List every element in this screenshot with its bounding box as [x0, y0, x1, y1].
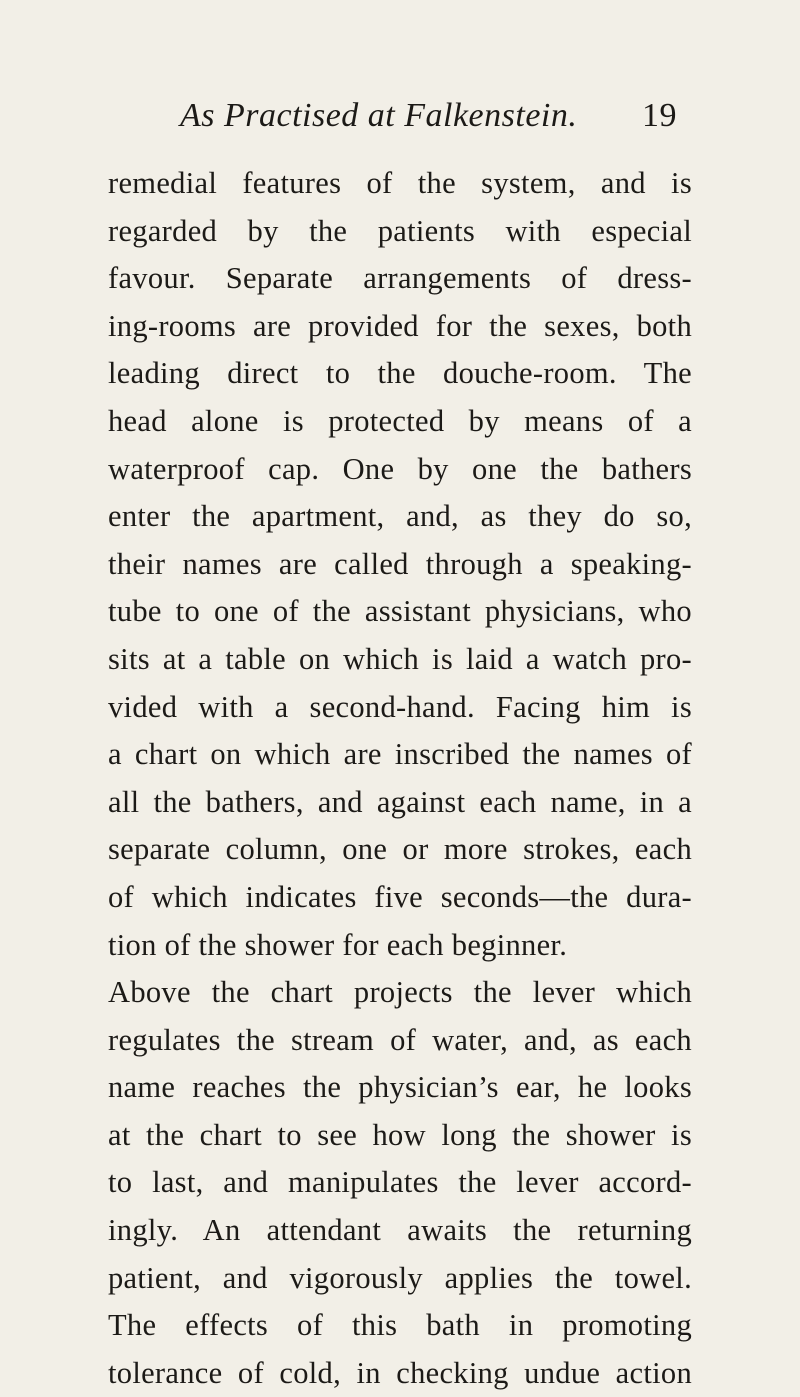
text-line: their names are called through a speaking- — [108, 546, 692, 581]
text-line: ing-rooms are provided for the sexes, both — [108, 308, 692, 343]
text-line: of which indicates five seconds—the dura- — [108, 879, 692, 914]
text-line: ingly. An attendant awaits the returning — [108, 1213, 692, 1248]
page-number: 19 — [642, 97, 677, 134]
text-line: favour. Separate arrangements of dress- — [108, 261, 692, 296]
text-line: patient, and vigorously applies the towel. — [108, 1260, 692, 1295]
running-title: As Practised at Falkenstein. — [180, 97, 578, 134]
text-line: enter the apartment, and, as they do so, — [108, 499, 692, 534]
text-line: regulates the stream of water, and, as each — [108, 1022, 692, 1057]
text-line: separate column, one or more strokes, each — [108, 832, 692, 867]
text-line: to last, and manipulates the lever accord- — [108, 1165, 692, 1200]
text-line: a chart on which are inscribed the names of — [108, 737, 692, 772]
text-line: vided with a second-hand. Facing him is — [108, 689, 692, 724]
text-line: tube to one of the assistant physicians, who — [108, 594, 692, 629]
text-line: regarded by the patients with especial — [108, 213, 692, 248]
text-line: at the chart to see how long the shower is — [108, 1117, 692, 1152]
text-line: all the bathers, and against each name, in a — [108, 784, 692, 819]
text-line: tolerance of cold, in checking undue action — [108, 1355, 692, 1390]
running-head — [180, 94, 677, 138]
text-line: Above the chart projects the lever which — [108, 975, 692, 1010]
text-line: sits at a table on which is laid a watch pro- — [108, 641, 692, 676]
body-text — [108, 160, 692, 1397]
text-line: remedial features of the system, and is — [108, 166, 692, 200]
text-line: tion of the shower for each beginner. — [108, 927, 568, 962]
text-line: name reaches the physician’s ear, he looks — [108, 1070, 692, 1105]
text-line: The effects of this bath in promoting — [108, 1308, 692, 1343]
text-line: waterproof cap. One by one the bathers — [108, 451, 692, 486]
text-line: head alone is protected by means of a — [108, 403, 692, 438]
text-line: leading direct to the douche-room. The — [108, 356, 692, 391]
